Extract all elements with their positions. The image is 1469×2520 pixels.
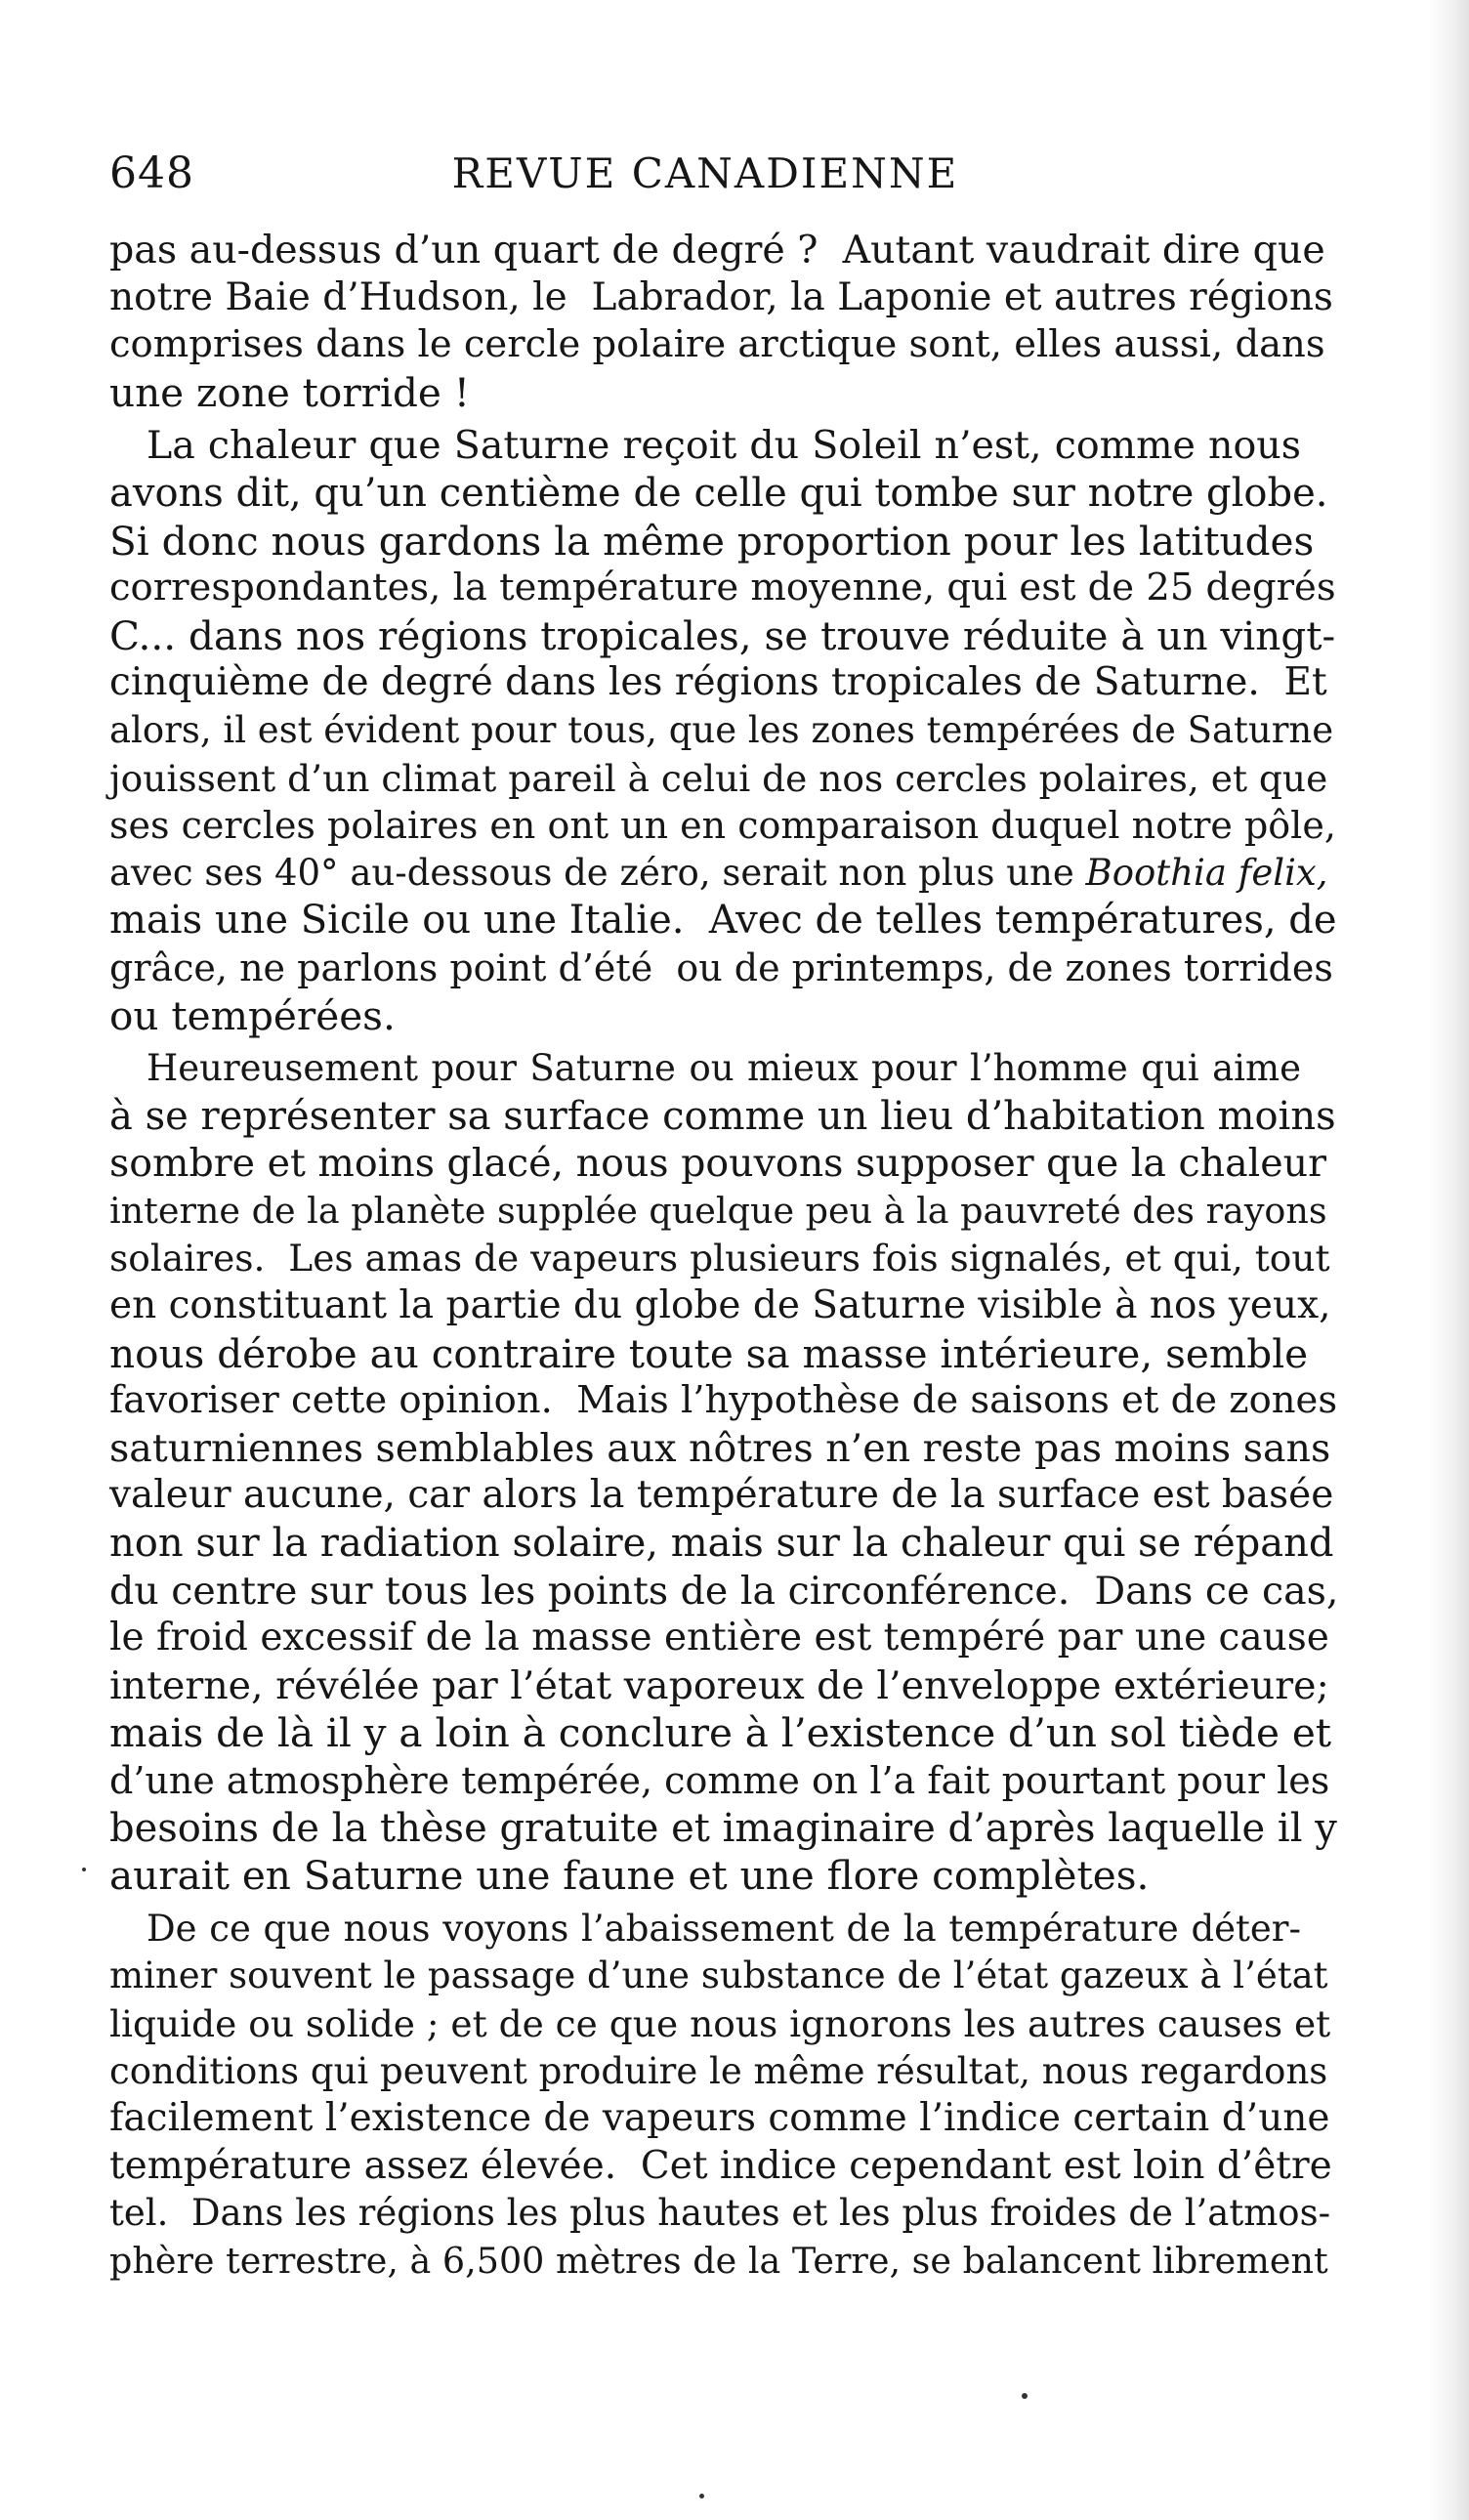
line-text: ou tempérées. (109, 991, 396, 1039)
text-line (109, 992, 1301, 1040)
line-text: température assez élevée. Cet indice cependant est loin d’être (109, 2143, 1332, 2188)
text-line (109, 565, 1336, 612)
line-text: alors, il est évident pour tous, que les zones tempérées de Saturne (109, 708, 1334, 751)
line-text: une zone torride ! (109, 368, 471, 416)
line-text: à se représenter sa surface comme un lieu d’habitation moins (109, 1093, 1336, 1139)
italic-term: Boothia felix, (1085, 851, 1328, 894)
line-text: jouissent d’un climat pareil à celui de nos cercles polaires, et que (109, 756, 1328, 800)
line-text: ses cercles polaires en ont un en comparaison duquel notre pôle, (109, 804, 1336, 848)
text-line (109, 659, 1327, 707)
paragraph (109, 422, 1337, 1039)
line-text: valeur aucune, car alors la température de la surface est basée (109, 1473, 1334, 1518)
text-line (109, 1329, 1309, 1378)
line-text: sombre et moins glacé, nous pouvons supposer que la chaleur (109, 1141, 1326, 1187)
text-line (109, 422, 1301, 470)
text-line (109, 1093, 1336, 1141)
text-line (109, 517, 1315, 566)
page-header (109, 145, 1301, 203)
line-text: solaires. Les amas de vapeurs plusieurs fois signalés, et qui, tout (109, 1237, 1330, 1281)
text-line (109, 1425, 1331, 1473)
line-text: C... dans nos régions tropicales, se trouve réduite à un vingt- (109, 611, 1336, 659)
text-line (109, 2048, 1328, 2096)
text-line (109, 1045, 1301, 1093)
line-text: non sur la radiation solaire, mais sur la chaleur qui se répand (109, 1521, 1334, 1567)
line-text: comprises dans le cercle polaire arctique sont, elles aussi, dans (109, 322, 1325, 367)
text-line (109, 1757, 1330, 1805)
line-text: besoins de la thèse gratuite et imaginaire d’après laquelle il y (109, 1805, 1337, 1851)
line-text: De ce que nous voyons l’abaissement de la température déter- (147, 1907, 1301, 1950)
line-text: en constituant la partie du globe de Saturne visible à nos yeux, (109, 1283, 1331, 1328)
line-text: avec ses 40° au-dessous de zéro, serait non plus une (109, 851, 1086, 894)
line-text: mais une Sicile ou une Italie. Avec de telles températures, de (109, 898, 1337, 944)
text-line (109, 1568, 1339, 1616)
text-line (109, 1805, 1337, 1853)
text-line (109, 897, 1337, 945)
paragraph (109, 227, 1333, 416)
text-line (109, 274, 1333, 322)
text-line (109, 1662, 1329, 1710)
paragraph (109, 1906, 1332, 2286)
line-text: d’une atmosphère tempérée, comme on l’a fait pourtant pour les (109, 1759, 1330, 1802)
line-text: favoriser cette opinion. Mais l’hypothèse de saisons et de zones (109, 1378, 1338, 1423)
line-text: miner souvent le passage d’une substance de l’état gazeux à l’état (109, 1954, 1328, 1997)
line-text: mais de là il y a loin à conclure à l’existence d’un sol tiède et (109, 1709, 1332, 1757)
line-text: cinquième de degré dans les régions tropicales de Saturne. Et (109, 660, 1327, 705)
line-text: facilement l’existence de vapeurs comme l’indice certain d’une (109, 2096, 1330, 2141)
text-line (109, 1906, 1301, 1953)
text-line (109, 707, 1334, 755)
line-text: Heureusement pour Saturne ou mieux pour l’homme qui aime (147, 1047, 1301, 1090)
page-number: 648 (109, 148, 194, 198)
text-line (109, 369, 1301, 417)
text-line (109, 227, 1325, 274)
line-text: phère terrestre, à 6,500 mètres de la Terre, se balancent librement (109, 2239, 1328, 2282)
line-text: notre Baie d’Hudson, le Labrador, la Laponie et autres régions (109, 274, 1333, 319)
line-text: Si donc nous gardons la même proportion pour les latitudes (109, 517, 1315, 565)
ink-speck (1022, 2393, 1028, 2399)
text-line (109, 1852, 1301, 1900)
text-line (109, 850, 1328, 898)
line-text: avons dit, qu’un centième de celle qui tombe sur notre globe. (109, 470, 1328, 516)
line-text: aurait en Saturne une faune et une flore complètes. (109, 1852, 1150, 1900)
line-text: tel. Dans les régions les plus hautes et les plus froides de l’atmos- (109, 2192, 1331, 2235)
text-line (109, 2143, 1332, 2191)
text-line (109, 1615, 1329, 1662)
line-text: saturniennes semblables aux nôtres n’en reste pas moins sans (109, 1425, 1331, 1471)
running-head: REVUE CANADIENNE (451, 149, 959, 197)
ink-speck (699, 2494, 704, 2499)
text-line (109, 321, 1325, 369)
line-text: interne, révélée par l’état vaporeux de l’enveloppe extérieure; (109, 1662, 1329, 1708)
text-line (109, 1472, 1334, 1520)
line-text: le froid excessif de la masse entière est tempéré par une cause (109, 1616, 1329, 1660)
text-line (109, 1709, 1332, 1757)
line-text: liquide ou solide ; et de ce que nous ignorons les autres causes et (109, 2001, 1331, 2045)
text-line (109, 2190, 1331, 2238)
text-line (109, 945, 1333, 992)
line-text: interne de la planète supplée quelque peu à la pauvreté des rayons (109, 1189, 1327, 1232)
paragraph (109, 1045, 1339, 1900)
line-text: grâce, ne parlons point d’été ou de printemps, de zones torrides (109, 945, 1333, 989)
line-text: nous dérobe au contraire toute sa masse intérieure, semble (109, 1329, 1309, 1377)
text-line (109, 1140, 1326, 1188)
text-line (109, 1282, 1331, 1330)
text-line (109, 2238, 1328, 2286)
text-line (109, 2095, 1330, 2143)
text-line (109, 802, 1336, 850)
text-line (109, 1520, 1334, 1568)
text-line (109, 1377, 1338, 1425)
text-line (109, 1953, 1328, 2000)
line-text: du centre sur tous les points de la circonférence. Dans ce cas, (109, 1568, 1339, 1614)
text-line (109, 755, 1328, 803)
text-line (109, 1188, 1327, 1236)
line-text: La chaleur que Saturne reçoit du Soleil n’est, comme nous (147, 423, 1301, 469)
text-line (109, 1235, 1330, 1282)
text-line (109, 2000, 1331, 2048)
body-text (109, 227, 1339, 2286)
scan-edge-shadow (1428, 0, 1469, 2520)
line-text: conditions qui peuvent produire le même résultat, nous regardons (109, 2049, 1328, 2092)
text-line (109, 470, 1328, 518)
line-text: correspondantes, la température moyenne, qui est de 25 degrés (109, 566, 1336, 610)
text-line (109, 611, 1336, 660)
line-text: pas au-dessus d’un quart de degré ? Autant vaudrait dire que (109, 228, 1325, 273)
ink-speck (82, 1868, 86, 1871)
